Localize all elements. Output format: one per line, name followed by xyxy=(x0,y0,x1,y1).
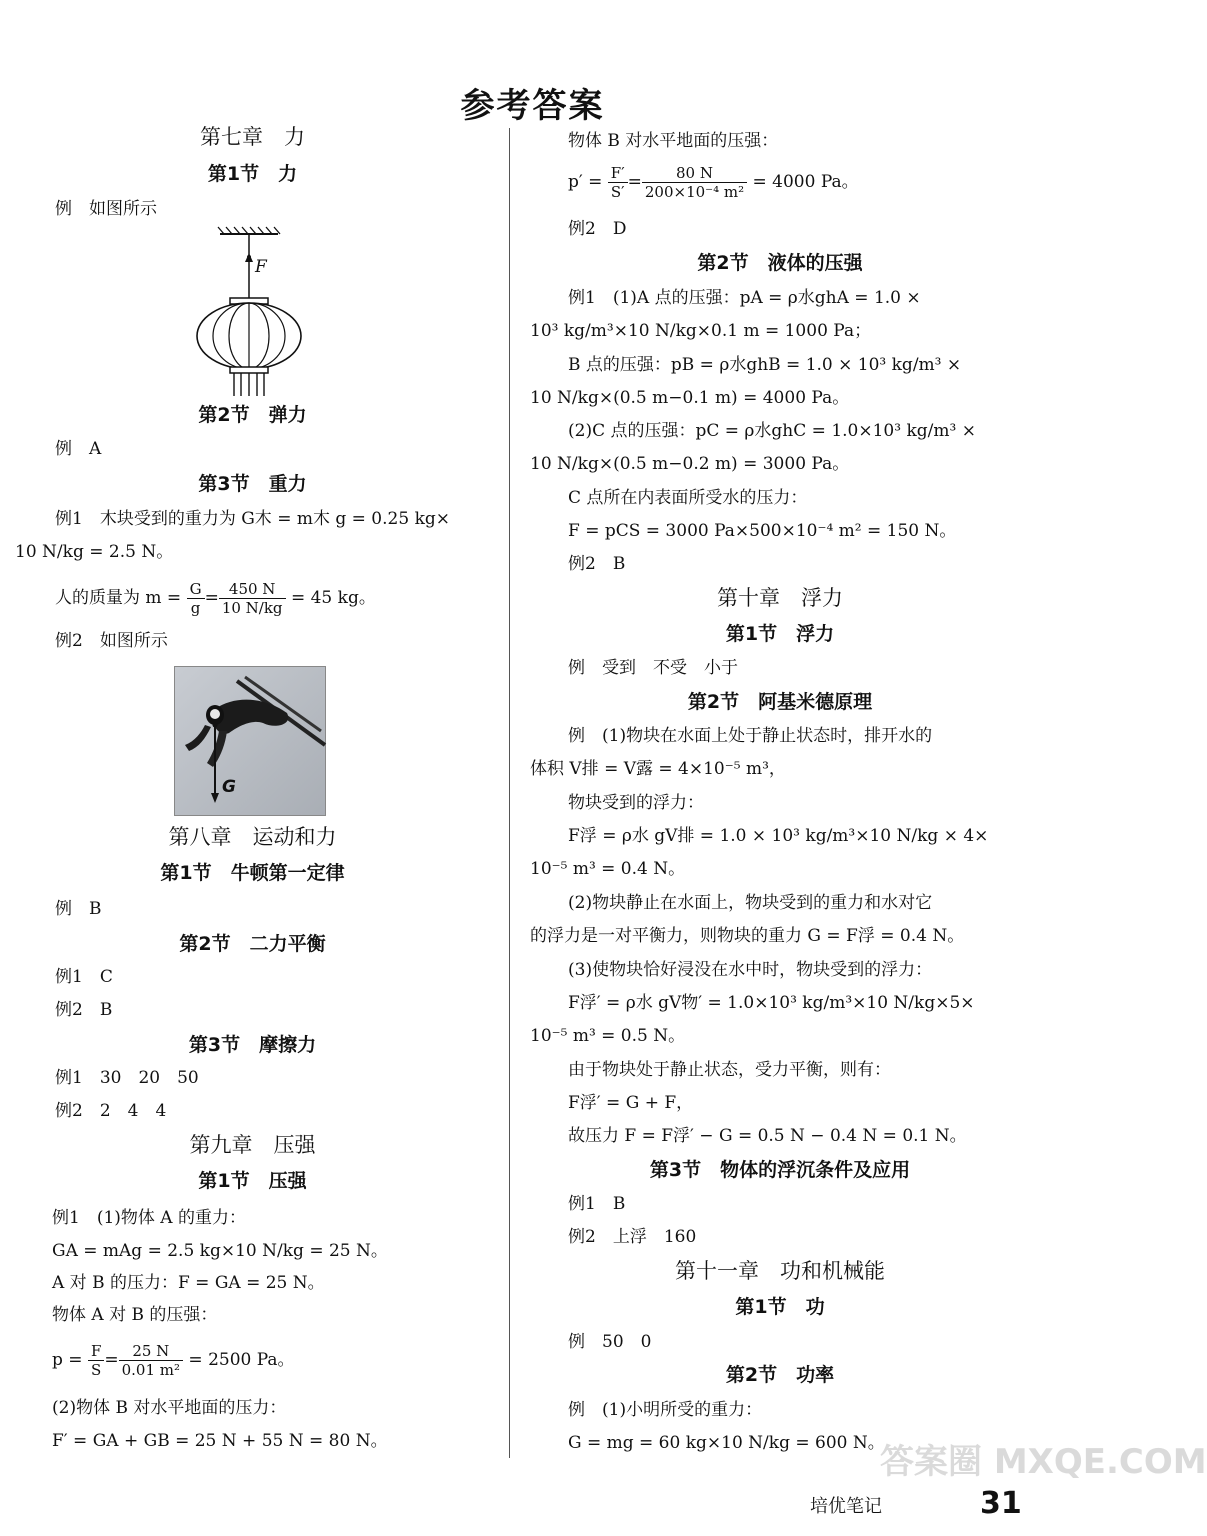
fraction-numerator: F xyxy=(88,1342,104,1361)
example-line: 例 B xyxy=(55,899,102,919)
fraction-numerator: 450 N xyxy=(219,580,286,599)
example-line: 例2 B xyxy=(568,554,626,574)
fraction xyxy=(119,1342,183,1379)
fraction-denominator: 10 N/kg xyxy=(221,599,283,617)
fraction-numerator: 80 N xyxy=(642,164,747,183)
text-line: 物体 B 对水平地面的压强： xyxy=(568,131,779,151)
chapter-7-heading: 第七章 力 xyxy=(200,125,305,149)
watermark: 答案圈 MXQE.COM xyxy=(880,1442,1207,1482)
example-line: 例 50 0 xyxy=(568,1332,652,1352)
section-heading: 第2节 弹力 xyxy=(198,404,307,426)
text-line: (3)使物块恰好浸没在水中时，物块受到的浮力： xyxy=(568,960,933,980)
fraction xyxy=(642,164,747,201)
formula-text: = 4000 Pa。 xyxy=(752,172,859,192)
text-line: F浮′ = G + F， xyxy=(568,1093,694,1113)
text-line: 例 (1)物块在水面上处于静止状态时，排开水的 xyxy=(568,726,933,746)
section-heading: 第1节 牛顿第一定律 xyxy=(160,862,345,884)
text-line: C 点所在内表面所受水的压力： xyxy=(568,488,808,508)
text-line: 10⁻⁵ m³ = 0.5 N。 xyxy=(530,1026,686,1046)
text-line: 例1 木块受到的重力为 G木 = m木 g = 0.25 kg× xyxy=(55,509,450,529)
fraction-denominator: S′ xyxy=(610,183,625,201)
gravity-label-g: G xyxy=(222,777,236,797)
formula-line: p = $\frac{F}{S}$ = $\frac{25 N}{\text{0.01 m²}}$ = 2500 Pa。 xyxy=(52,1342,295,1379)
section-heading: 第3节 摩擦力 xyxy=(188,1034,317,1056)
example-line: 例2 D xyxy=(568,219,627,239)
example-line: 例2 如图所示 xyxy=(55,631,168,651)
text-line: 例1 (1)物体 A 的重力： xyxy=(52,1208,246,1228)
example-line: 例2 上浮 160 xyxy=(568,1227,697,1247)
text-line: 10³ kg/m³×10 N/kg×0.1 m = 1000 Pa； xyxy=(530,321,872,341)
text-line: G = mg = 60 kg×10 N/kg = 600 N。 xyxy=(568,1433,885,1453)
formula-text: p′ = xyxy=(568,172,603,192)
example-line: 例 A xyxy=(55,439,102,459)
skier-illustration xyxy=(175,667,325,815)
page-number: 31 xyxy=(980,1486,1022,1521)
fraction-numerator: 25 N xyxy=(119,1342,183,1361)
fraction-denominator: 0.01 m² xyxy=(121,1361,181,1379)
example-line: 例1 C xyxy=(55,967,113,987)
formula-text: 人的质量为 m = xyxy=(55,588,182,608)
text-line: 10 N/kg = 2.5 N。 xyxy=(15,542,174,562)
fraction xyxy=(187,580,205,617)
fraction-denominator: S xyxy=(91,1361,102,1379)
page-title: 参考答案 xyxy=(460,86,605,126)
force-label-f: F xyxy=(255,257,267,277)
text-line: F浮′ = ρ水 gV物′ = 1.0×10³ kg/m³×10 N/kg×5× xyxy=(568,993,975,1013)
example-line: 例 如图所示 xyxy=(55,199,157,219)
chapter-9-heading: 第九章 压强 xyxy=(189,1133,316,1157)
fraction-numerator: F′ xyxy=(608,164,628,183)
section-heading: 第1节 功 xyxy=(735,1296,825,1318)
fraction-numerator: G xyxy=(187,580,205,599)
text-line: (2)C 点的压强：pC = ρ水ghC = 1.0×10³ kg/m³ × xyxy=(568,421,976,441)
example-line: 例2 2 4 4 xyxy=(55,1101,167,1121)
text-line: 由于物块处于静止状态，受力平衡，则有： xyxy=(568,1060,891,1080)
text-line: A 对 B 的压力：F = GA = 25 N。 xyxy=(52,1273,325,1293)
text-line: 物体 A 对 B 的压强： xyxy=(52,1305,218,1325)
text-line: F = pCS = 3000 Pa×500×10⁻⁴ m² = 150 N。 xyxy=(568,521,957,541)
example-line: 例2 B xyxy=(55,1000,113,1020)
example-line: 例1 30 20 50 xyxy=(55,1068,199,1088)
text-line: 故压力 F = F浮′ − G = 0.5 N − 0.4 N = 0.1 N。 xyxy=(568,1126,967,1146)
text-line: 物块受到的浮力： xyxy=(568,793,704,813)
fraction-denominator: g xyxy=(190,599,201,617)
text-line: B 点的压强：pB = ρ水ghB = 1.0 × 10³ kg/m³ × xyxy=(568,355,962,375)
section-heading: 第1节 浮力 xyxy=(725,623,835,645)
book-name: 培优笔记 xyxy=(810,1496,882,1517)
lantern-figure xyxy=(190,226,310,398)
formula-line: p′ = $\frac{F'}{S'}$ = $\frac{80 N}{\text{200×10⁻⁴ m²}}$ = 4000 Pa。 xyxy=(568,164,859,201)
text-line: F′ = GA + GB = 25 N + 55 N = 80 N。 xyxy=(52,1431,388,1451)
example-line: 例 受到 不受 小于 xyxy=(568,658,738,678)
text-line: GA = mAg = 2.5 kg×10 N/kg = 25 N。 xyxy=(52,1241,388,1261)
section-heading: 第1节 力 xyxy=(207,163,298,185)
text-line: (2)物体 B 对水平地面的压力： xyxy=(52,1398,287,1418)
text-line: 10⁻⁵ m³ = 0.4 N。 xyxy=(530,859,686,879)
text-line: 例 (1)小明所受的重力： xyxy=(568,1400,763,1420)
section-heading: 第2节 阿基米德原理 xyxy=(687,691,873,713)
chapter-10-heading: 第十章 浮力 xyxy=(717,586,843,610)
text-line: 例1 (1)A 点的压强：pA = ρ水ghA = 1.0 × xyxy=(568,288,921,308)
text-line: F浮 = ρ水 gV排 = 1.0 × 10³ kg/m³×10 N/kg × 4× xyxy=(568,826,989,846)
formula-text: = 2500 Pa。 xyxy=(188,1350,295,1370)
text-line: (2)物块静止在水面上，物块受到的重力和水对它 xyxy=(568,893,933,913)
section-heading: 第3节 重力 xyxy=(198,473,307,495)
formula-text: = 45 kg。 xyxy=(290,588,376,608)
formula-text: p = xyxy=(52,1350,83,1370)
fraction xyxy=(608,164,628,201)
formula-line: 人的质量为 m = $\frac{G}{g}$ = $\frac{450 N}{10 N/kg}$ = 45 kg。 xyxy=(55,580,376,617)
section-heading: 第2节 二力平衡 xyxy=(179,933,326,955)
section-heading: 第2节 液体的压强 xyxy=(697,252,863,274)
fraction xyxy=(219,580,286,617)
fraction xyxy=(88,1342,104,1379)
section-heading: 第1节 压强 xyxy=(198,1170,307,1192)
example-line: 例1 B xyxy=(568,1194,626,1214)
column-divider xyxy=(509,128,510,1458)
chapter-11-heading: 第十一章 功和机械能 xyxy=(675,1259,885,1283)
text-line: 的浮力是一对平衡力，则物块的重力 G = F浮 = 0.4 N。 xyxy=(530,926,965,946)
chapter-8-heading: 第八章 运动和力 xyxy=(168,825,337,849)
section-heading: 第3节 物体的浮沉条件及应用 xyxy=(649,1159,911,1181)
text-line: 体积 V排 = V露 = 4×10⁻⁵ m³， xyxy=(530,759,786,779)
text-line: 10 N/kg×(0.5 m−0.1 m) = 4000 Pa。 xyxy=(530,388,850,408)
skier-photo xyxy=(174,666,326,816)
text-line: 10 N/kg×(0.5 m−0.2 m) = 3000 Pa。 xyxy=(530,454,850,474)
fraction-denominator: 200×10⁻⁴ m² xyxy=(644,183,745,201)
section-heading: 第2节 功率 xyxy=(725,1364,835,1386)
